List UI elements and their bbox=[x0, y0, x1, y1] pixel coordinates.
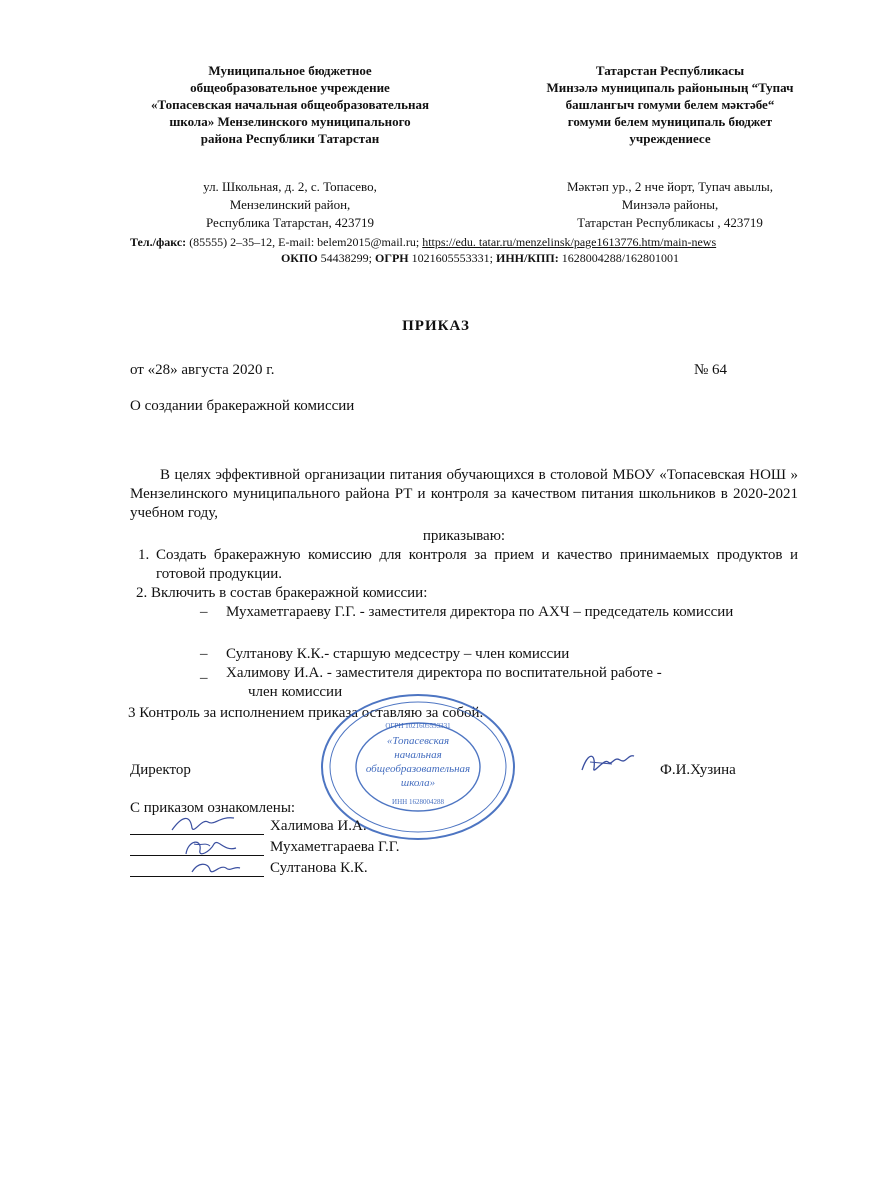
address-left bbox=[140, 178, 440, 232]
signature-1 bbox=[168, 812, 238, 836]
header-right-line: учреждениесе bbox=[629, 131, 711, 146]
member-1 bbox=[200, 603, 800, 622]
order-subject: О создании бракеражной комиссии bbox=[130, 398, 355, 414]
header-right-line: башлангыч гомуми белем мәктәбе“ bbox=[565, 97, 775, 112]
list-marker: – bbox=[200, 646, 208, 662]
header-left-line: Муниципальное бюджетное bbox=[208, 63, 372, 78]
tel-label: Тел./факс: bbox=[130, 235, 187, 249]
stamp-line: школа» bbox=[400, 777, 436, 789]
inn-value: 1628004288/162801001 bbox=[558, 251, 680, 265]
ack-name: Халимова И.А. bbox=[270, 818, 367, 834]
stamp-line: общеобразовательная bbox=[365, 763, 471, 775]
ack-line-3 bbox=[130, 860, 368, 877]
header-left-org bbox=[120, 62, 460, 147]
address-right-line: Мәктәп ур., 2 нче йорт, Тупач авылы, bbox=[566, 179, 774, 194]
ack-line-2 bbox=[130, 839, 400, 856]
ogrn-value: 1021605553331; bbox=[408, 251, 496, 265]
acknowledgement-label: С приказом ознакомлены: bbox=[130, 800, 296, 816]
contacts-line bbox=[130, 234, 830, 250]
member-2 bbox=[200, 645, 800, 664]
director-signature bbox=[578, 748, 638, 778]
intro-paragraph: В целях эффективной организации питания обучающихся в столовой МБОУ «Топасевская НОШ » Мензелинского муниципального района РТ и контроля за качеством питания школьников в 2020-2021 учебном году, bbox=[130, 467, 798, 521]
ogrn-label: ОГРН bbox=[375, 251, 409, 265]
item-text: Создать бракеражную комиссию для контроля за прием и качество принимаемых продуктов и готовой продукции. bbox=[156, 547, 798, 582]
order-word: приказываю: bbox=[422, 528, 506, 544]
director-name: Ф.И.Хузина bbox=[660, 762, 736, 778]
director-label: Директор bbox=[130, 762, 191, 778]
tel-value: (85555) 2–35–12, E-mail: belem2015@mail.ru; bbox=[186, 235, 423, 249]
document-title: ПРИКАЗ bbox=[402, 318, 470, 334]
order-item-1 bbox=[138, 546, 798, 584]
website-link[interactable]: https://edu. tatar.ru/menzelinsk/page1613776.htm/main-news bbox=[422, 235, 717, 249]
order-item-2: 2. Включить в состав бракеражной комиссии: bbox=[136, 585, 428, 601]
stamp-ogrn: ОГРН 1021605553331 bbox=[385, 722, 451, 730]
requisites-line bbox=[130, 250, 830, 266]
item-number: 1. bbox=[138, 547, 150, 563]
order-date: от «28» августа 2020 г. bbox=[130, 362, 275, 378]
member-text: Халимову И.А. - заместителя директора по воспитательной работе - bbox=[226, 665, 662, 681]
header-left-line: общеобразовательное учреждение bbox=[190, 80, 390, 95]
member-text: Мухаметгараеву Г.Г. - заместителя директора по АХЧ – председатель комиссии bbox=[226, 604, 734, 620]
header-right-line: Минзәлә муниципаль районының “Тупач bbox=[546, 80, 794, 95]
address-left-line: ул. Школьная, д. 2, с. Топасево, bbox=[203, 179, 377, 194]
member-text: Султанову К.К.- старшую медсестру – член комиссии bbox=[226, 646, 570, 662]
inn-label: ИНН/КПП: bbox=[495, 251, 559, 265]
header-left-line: района Республики Татарстан bbox=[200, 131, 380, 146]
address-left-line: Мензелинский район, bbox=[229, 197, 351, 212]
header-right-line: Татарстан Республикасы bbox=[595, 63, 745, 78]
address-right-line: Татарстан Республикасы , 423719 bbox=[577, 215, 763, 230]
signature-3 bbox=[188, 856, 244, 880]
ack-line-1 bbox=[130, 818, 367, 835]
order-item-3: 3 Контроль за исполнением приказа оставляю за собой. bbox=[128, 705, 484, 721]
member-text-cont: член комиссии bbox=[248, 684, 343, 700]
order-number: № 64 bbox=[694, 362, 728, 378]
header-right-org bbox=[500, 62, 840, 147]
ack-name: Мухаметгараева Г.Г. bbox=[270, 839, 400, 855]
address-right bbox=[520, 178, 820, 232]
stamp-line: начальная bbox=[394, 749, 442, 761]
ack-name: Султанова К.К. bbox=[270, 860, 368, 876]
address-right-line: Минзәлә районы, bbox=[621, 197, 719, 212]
stamp-line: «Топасевская bbox=[386, 735, 450, 747]
header-left-line: «Топасевская начальная общеобразовательная bbox=[151, 97, 429, 112]
list-marker: _ bbox=[200, 665, 208, 681]
header-right-line: гомуми белем муниципаль бюджет bbox=[567, 114, 773, 129]
okpo-label: ОКПО bbox=[280, 251, 318, 265]
address-left-line: Республика Татарстан, 423719 bbox=[205, 215, 375, 230]
header-left-line: школа» Мензелинского муниципального bbox=[169, 114, 411, 129]
stamp-inn: ИНН 1628004288 bbox=[392, 798, 444, 806]
list-marker: – bbox=[200, 604, 208, 620]
okpo-value: 54438299; bbox=[317, 251, 375, 265]
